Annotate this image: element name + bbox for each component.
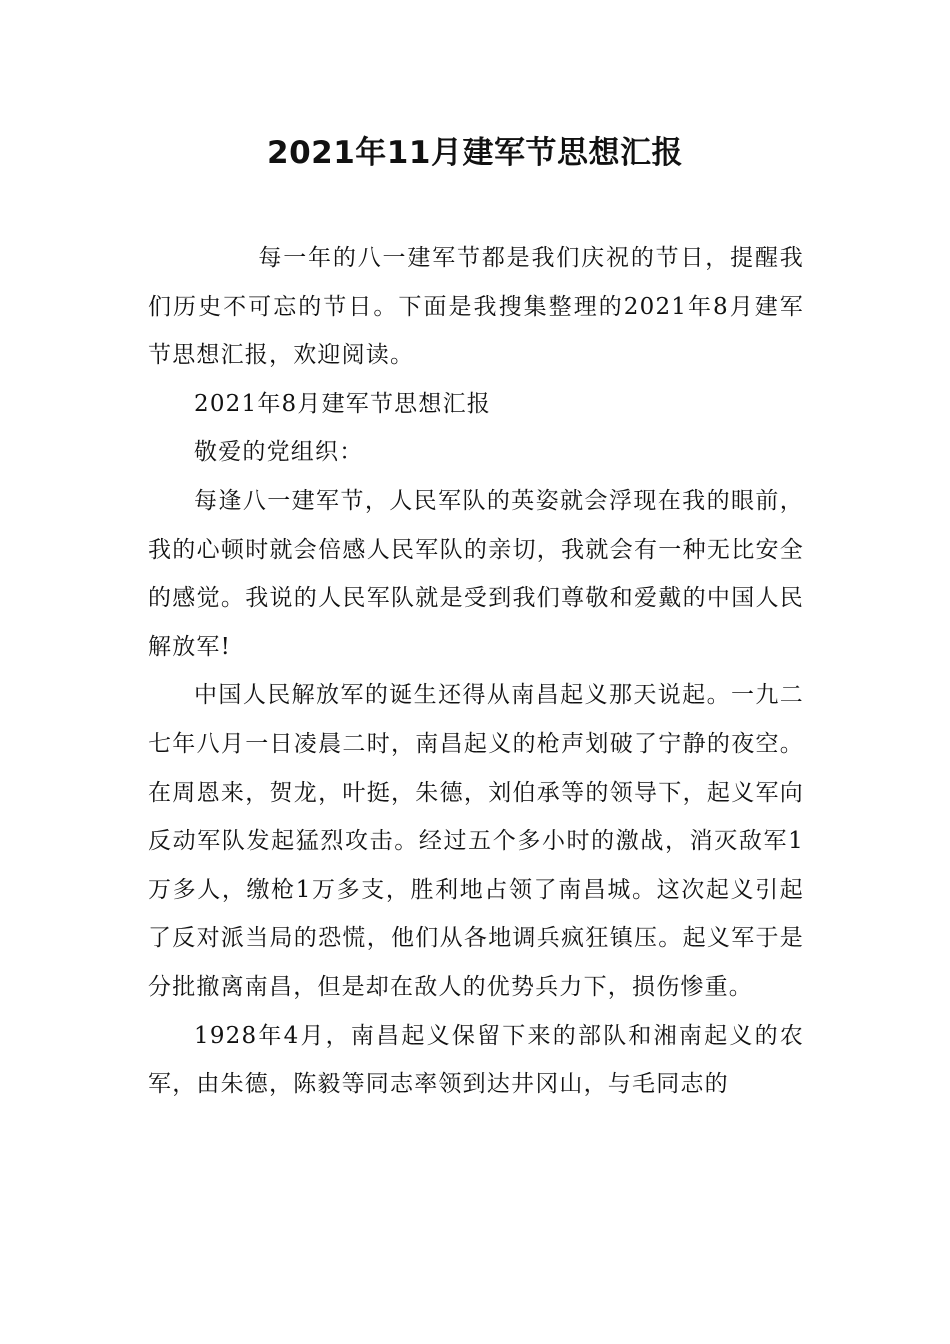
- document-body: [148, 234, 804, 1109]
- report-heading: 2021年8月建军节思想汇报: [194, 390, 491, 417]
- body-paragraph: 中国人民解放军的诞生还得从南昌起义那天说起。一九二七年八月一日凌晨二时，南昌起义的枪声划破了宁静的夜空。在周恩来，贺龙，叶挺，朱德，刘伯承等的领导下，起义军向反动军队发起猛烈攻击。经过五个多小时的激战，消灭敌军1万多人，缴枪1万多支，胜利地占领了南昌城。这次起义引起了反对派当局的恐慌，他们从各地调兵疯狂镇压。起义军于是分批撤离南昌，但是却在敌人的优势兵力下，损伤惨重。: [148, 682, 804, 1000]
- body-paragraph: 每逢八一建军节，人民军队的英姿就会浮现在我的眼前，我的心顿时就会倍感人民军队的亲切，我就会有一种无比安全的感觉。我说的人民军队就是受到我们尊敬和爱戴的中国人民解放军!: [148, 487, 804, 660]
- body-paragraph: 1928年4月，南昌起义保留下来的部队和湘南起义的农军，由朱德，陈毅等同志率领到达井冈山，与毛同志的: [148, 1022, 804, 1098]
- salutation: 敬爱的党组织：: [194, 439, 364, 466]
- document-title: 2021年11月建军节思想汇报: [267, 135, 683, 171]
- intro-paragraph: 每一年的八一建军节都是我们庆祝的节日，提醒我们历史不可忘的节日。下面是我搜集整理的2021年8月建军节思想汇报，欢迎阅读。: [148, 245, 804, 369]
